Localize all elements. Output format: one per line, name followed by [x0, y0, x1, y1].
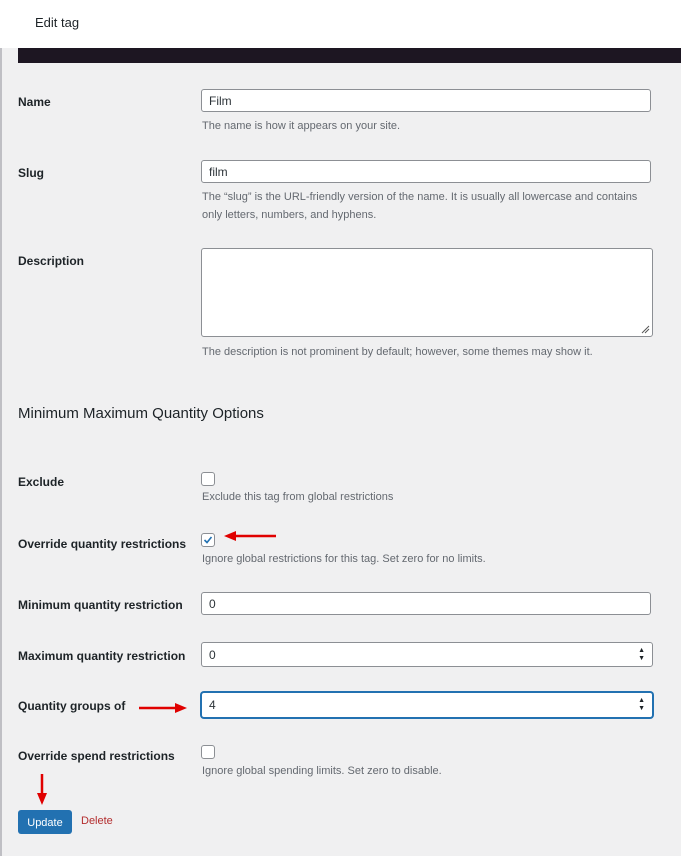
annotation-arrow-icon [35, 774, 49, 806]
override-quantity-checkbox[interactable] [201, 533, 215, 547]
checkmark-icon [202, 534, 214, 546]
top-bar [0, 0, 681, 48]
name-help: The name is how it appears on your site. [202, 120, 401, 132]
quantity-groups-input[interactable] [201, 692, 653, 718]
min-quantity-label: Minimum quantity restriction [18, 598, 183, 612]
exclude-checkbox[interactable] [201, 472, 215, 486]
update-button[interactable]: Update [18, 810, 72, 834]
description-help: The description is not prominent by default; however, some themes may show it. [202, 346, 593, 358]
admin-bar-strip [18, 48, 681, 63]
name-input[interactable] [201, 89, 651, 112]
max-quantity-wrap [201, 642, 653, 667]
override-spend-checkbox[interactable] [201, 745, 215, 759]
min-quantity-input[interactable] [201, 592, 651, 615]
max-quantity-label: Maximum quantity restriction [18, 649, 186, 663]
override-spend-help: Ignore global spending limits. Set zero to disable. [202, 765, 442, 777]
override-quantity-help: Ignore global restrictions for this tag. Set zero for no limits. [202, 553, 486, 565]
section-title: Minimum Maximum Quantity Options [18, 405, 264, 422]
annotation-arrow-icon [139, 701, 189, 715]
description-label: Description [18, 254, 85, 268]
slug-label: Slug [18, 166, 44, 180]
annotation-arrow-icon [224, 530, 278, 542]
page-title: Edit tag [35, 15, 80, 30]
slug-help: The “slug” is the URL-friendly version of the name. It is usually all lowercase and contains only letters, numbers, and hyphens. [202, 191, 638, 221]
delete-link[interactable]: Delete [81, 815, 113, 827]
max-quantity-input[interactable] [201, 642, 653, 667]
resize-grip-icon[interactable] [641, 325, 650, 334]
slug-input[interactable] [201, 160, 651, 183]
name-label: Name [18, 95, 51, 109]
override-spend-label: Override spend restrictions [18, 749, 175, 763]
quantity-groups-wrap [201, 692, 653, 718]
spinner-icon[interactable]: ▲ ▼ [638, 647, 645, 662]
quantity-groups-label: Quantity groups of [18, 699, 126, 713]
left-edge-divider [0, 48, 2, 856]
exclude-label: Exclude [18, 475, 65, 489]
spinner-icon[interactable]: ▲ ▼ [638, 697, 645, 712]
description-textarea[interactable] [201, 248, 653, 337]
exclude-help: Exclude this tag from global restrictions [202, 491, 394, 503]
override-quantity-label: Override quantity restrictions [18, 537, 187, 551]
